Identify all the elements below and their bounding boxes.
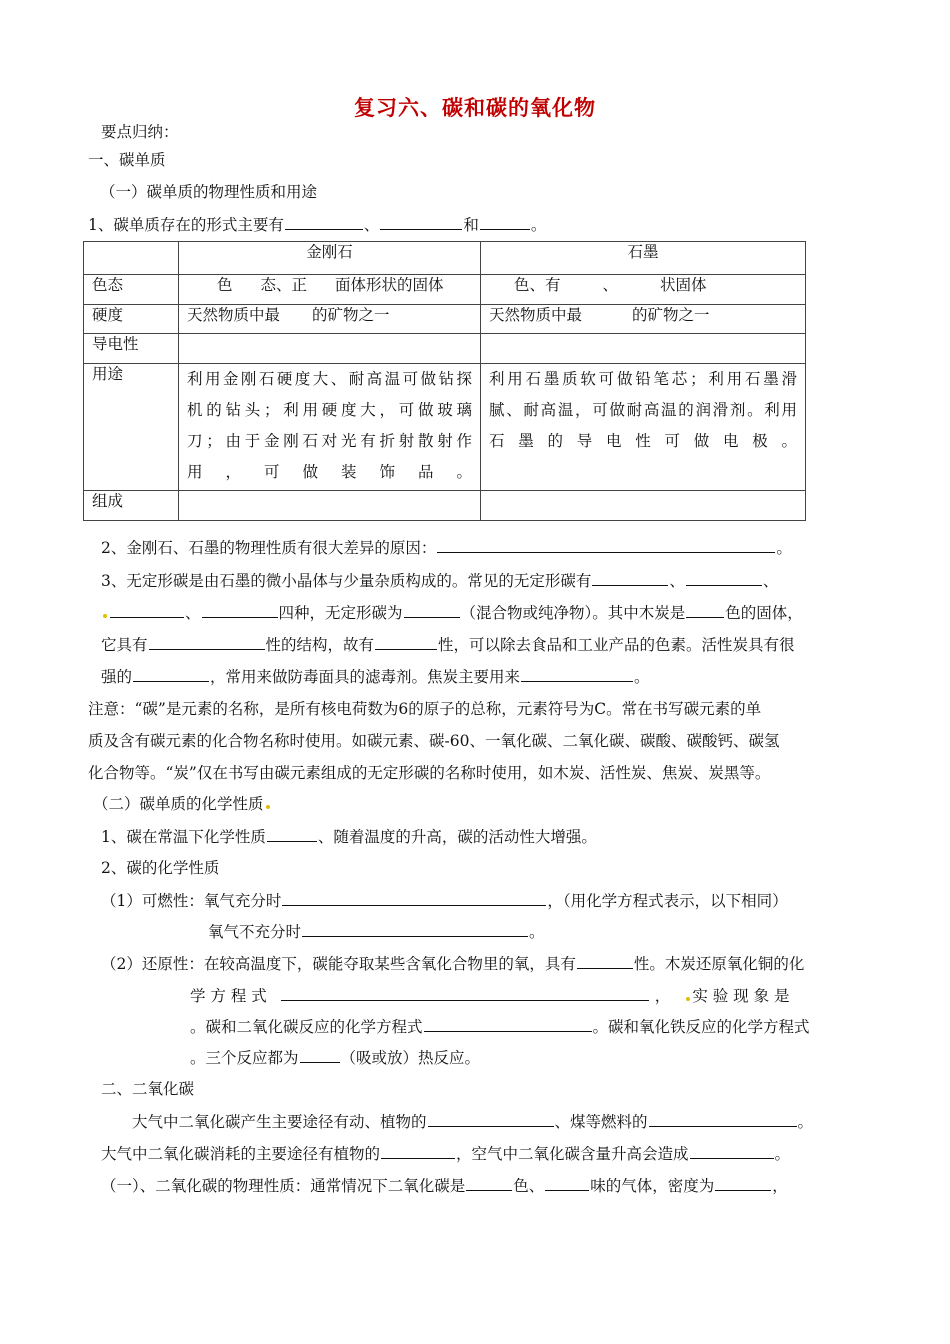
answer-blank[interactable] (133, 666, 209, 682)
answer-blank[interactable] (149, 634, 265, 650)
answer-blank[interactable] (545, 1175, 589, 1191)
question-1-text: 1、碳单质存在的形式主要有 (88, 216, 284, 234)
co2-line-2: 大气中二氧化碳消耗的主要途径有植物的 ，空气中二氧化碳含量升高会造成 。 (101, 1145, 791, 1163)
reducibility-line-4: 。三个反应都为 （吸或放）热反应。 (190, 1049, 481, 1067)
chem-question-2: 2、碳的化学性质 (101, 859, 220, 877)
cell-diamond-conductivity[interactable] (179, 334, 481, 364)
section-carbon-dioxide: 二、二氧化碳 (101, 1080, 195, 1098)
co2-line-1: 大气中二氧化碳产生主要途径有动、植物的 、煤等燃料的 。 (132, 1113, 814, 1131)
subsection-chemical-properties: （二）碳单质的化学性质 (93, 794, 272, 814)
marker-dot (266, 805, 270, 809)
answer-blank[interactable] (267, 826, 317, 842)
answer-blank[interactable] (110, 602, 184, 618)
answer-blank[interactable] (715, 1175, 771, 1191)
table-header-graphite: 石墨 (481, 242, 806, 275)
answer-blank[interactable] (281, 985, 649, 1001)
combustibility-partial: 氧气不充分时 。 (208, 923, 545, 941)
answer-blank[interactable] (375, 634, 437, 650)
table-header-diamond: 金刚石 (179, 242, 481, 275)
reducibility-line-1: （2）还原性：在较高温度下，碳能夺取某些含氧化合物里的氧，具有 性。木炭还原氧化铜的化 (101, 955, 805, 973)
cell-diamond-uses: 利用金刚石硬度大、耐高温可做钻探 机的钻头；利用硬度大，可做玻璃 刀；由于金刚石对光有折射散射作 用，可做装饰品。 (179, 364, 481, 491)
note-line-2: 质及含有碳元素的化合物名称时使用。如碳元素、碳-60、一氧化碳、二氧化碳、碳酸、碳酸钙、碳氢 (88, 732, 780, 750)
answer-blank[interactable] (424, 1016, 592, 1032)
page-title: 复习六、碳和碳的氧化物 (354, 96, 596, 120)
cell-graphite-hardness: 天然物质中最 的矿物之一 (481, 305, 806, 334)
question-1-sep: 、 (363, 216, 380, 234)
answer-blank[interactable] (380, 214, 462, 230)
cell-graphite-conductivity[interactable] (481, 334, 806, 364)
chem-question-1: 1、碳在常温下化学性质 、随着温度的升高，碳的活动性大增强。 (101, 828, 597, 846)
cell-diamond-color: 色 态、正 面体形状的固体 (179, 275, 481, 305)
answer-blank[interactable] (437, 537, 775, 553)
table-row-conductivity (84, 334, 806, 364)
reducibility-line-2: 学 方 程 式 ， 实 验 现 象 是 (190, 987, 790, 1005)
heading-key-points: 要点归纳： (101, 123, 179, 141)
question-3-line-1: 3、无定形碳是由石墨的微小晶体与少量杂质构成的。常见的无定形碳有 、 、 (101, 572, 779, 590)
row-label-color: 色态 (84, 275, 179, 305)
table-row-hardness (84, 305, 806, 334)
answer-blank[interactable] (285, 214, 363, 230)
question-3-line-2: 、 四种，无定形碳为 （混合物或纯净物）。其中木炭是 色的固体， (101, 602, 803, 623)
question-1-end: 。 (530, 216, 547, 234)
table-header-empty (84, 242, 179, 275)
cell-diamond-hardness: 天然物质中最 的矿物之一 (179, 305, 481, 334)
row-label-conductivity: 导电性 (84, 334, 179, 364)
question-3-line-4: 强的 ，常用来做防毒面具的滤毒剂。焦炭主要用来 。 (101, 668, 650, 686)
table-row-uses (84, 364, 806, 491)
question-1-sep: 和 (463, 216, 479, 234)
answer-blank[interactable] (592, 570, 668, 586)
answer-blank[interactable] (577, 953, 633, 969)
question-3-line-3: 它具有 性的结构，故有 性，可以除去食品和工业产品的色素。活性炭具有很 (101, 636, 795, 654)
question-1 (88, 214, 546, 235)
table-row-composition (84, 491, 806, 521)
combustibility-full: （1）可燃性：氧气充分时 ，（用化学方程式表示，以下相同） (101, 892, 788, 910)
row-label-hardness: 硬度 (84, 305, 179, 334)
cell-graphite-color: 色、有 、 状固体 (481, 275, 806, 305)
answer-blank[interactable] (649, 1111, 797, 1127)
answer-blank[interactable] (202, 602, 278, 618)
answer-blank[interactable] (381, 1143, 455, 1159)
table-row-color (84, 275, 806, 305)
note-line-1: 注意：“碳”是元素的名称，是所有核电荷数为6的原子的总称，元素符号为C。常在书写碳元素的单 (88, 700, 762, 718)
answer-blank[interactable] (686, 602, 724, 618)
answer-blank[interactable] (690, 1143, 774, 1159)
subsection-physical-properties: （一）碳单质的物理性质和用途 (100, 183, 318, 201)
answer-blank[interactable] (466, 1175, 512, 1191)
marker-dot (103, 614, 107, 618)
cell-graphite-uses: 利用石墨质软可做铅笔芯；利用石墨滑 腻、耐高温，可做耐高温的润滑剂。利用 石墨的导电性可做电极。 (481, 364, 806, 491)
answer-blank[interactable] (282, 890, 546, 906)
answer-blank[interactable] (404, 602, 460, 618)
answer-blank[interactable] (302, 921, 528, 937)
cell-graphite-composition[interactable] (481, 491, 806, 521)
section-carbon-elements: 一、碳单质 (88, 151, 166, 169)
answer-blank[interactable] (521, 666, 633, 682)
co2-line-3: （一）、二氧化碳的物理性质：通常情况下二氧化碳是 色、 味的气体，密度为 ， (101, 1177, 788, 1195)
row-label-composition: 组成 (84, 491, 179, 521)
question-2: 2、金刚石、石墨的物理性质有很大差异的原因： 。 (101, 539, 792, 557)
answer-blank[interactable] (428, 1111, 554, 1127)
cell-diamond-composition[interactable] (179, 491, 481, 521)
marker-dot (686, 997, 690, 1001)
note-line-3: 化合物等。“炭”仅在书写由碳元素组成的无定形碳的名称时使用，如木炭、活性炭、焦炭、炭黑等。 (88, 764, 771, 782)
answer-blank[interactable] (686, 570, 762, 586)
row-label-uses: 用途 (84, 364, 179, 491)
reducibility-line-3: 。碳和二氧化碳反应的化学方程式 。碳和氧化铁反应的化学方程式 (190, 1018, 810, 1036)
table-header-row (84, 242, 806, 275)
properties-table (83, 241, 806, 521)
answer-blank[interactable] (480, 214, 530, 230)
answer-blank[interactable] (300, 1047, 340, 1063)
